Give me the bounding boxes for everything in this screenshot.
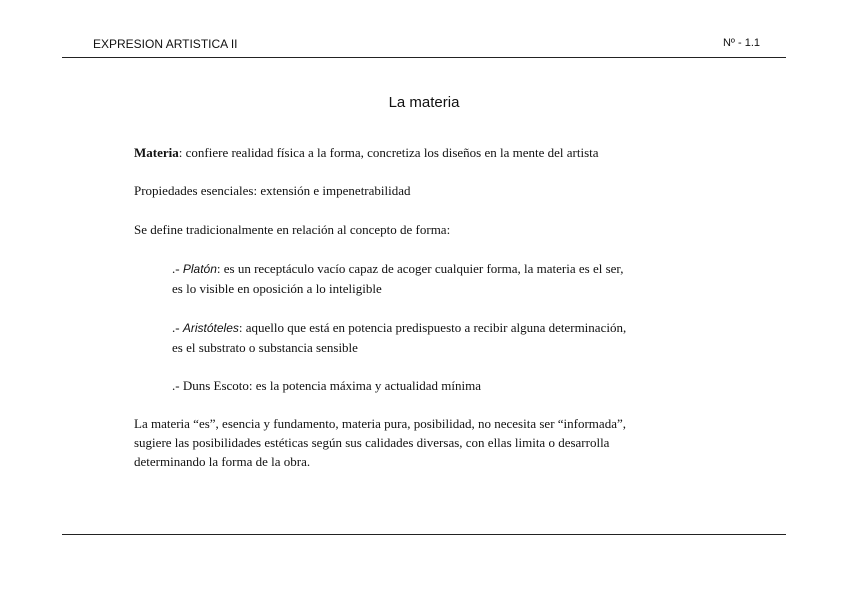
list-item-line: [172, 318, 762, 338]
header-divider: [62, 57, 786, 58]
author-name: Aristóteles: [182, 321, 239, 335]
intro-paragraph: Se define tradicionalmente en relación al concepto de forma:: [134, 222, 451, 237]
course-title: EXPRESION ARTISTICA II: [93, 37, 238, 51]
author-name: Platón: [182, 262, 217, 276]
page-title: [0, 94, 848, 111]
list-item-aristoteles: [172, 318, 762, 357]
page-number: Nº - 1.1: [722, 37, 760, 49]
conclusion-paragraph: [134, 414, 774, 471]
definition-text: : confiere realidad física a la forma, concretiza los diseños en la mente del artista: [178, 145, 599, 160]
footer-divider: [62, 534, 786, 535]
conclusion-line: sugiere las posibilidades estéticas según sus calidades diversas, con ellas limita o desarrolla: [134, 435, 610, 450]
list-item-platon: [172, 259, 762, 298]
list-item-line: [172, 259, 762, 279]
list-item-text: : aquello que está en potencia predispuesto a recibir alguna determinación,: [238, 320, 627, 335]
list-item-line: .- Duns Escoto: es la potencia máxima y actualidad mínima: [172, 378, 482, 393]
list-item-line: es el substrato o substancia sensible: [172, 340, 358, 355]
properties-paragraph: Propiedades esenciales: extensión e impenetrabilidad: [134, 183, 411, 198]
page-title-text: La materia: [388, 94, 460, 111]
definition-paragraph: [134, 143, 774, 162]
list-item-line: es lo visible en oposición a lo inteligible: [172, 281, 382, 296]
conclusion-line: La materia “es”, esencia y fundamento, materia pura, posibilidad, no necesita ser “informada”,: [134, 416, 626, 431]
conclusion-line: determinando la forma de la obra.: [134, 454, 311, 469]
list-item-duns-escoto: [172, 376, 762, 395]
list-item-prefix: .-: [172, 320, 183, 335]
list-item-text: : es un receptáculo vacío capaz de acoger cualquier forma, la materia es el ser,: [216, 261, 624, 276]
definition-term: Materia: [134, 145, 179, 160]
list-item-prefix: .-: [172, 261, 183, 276]
